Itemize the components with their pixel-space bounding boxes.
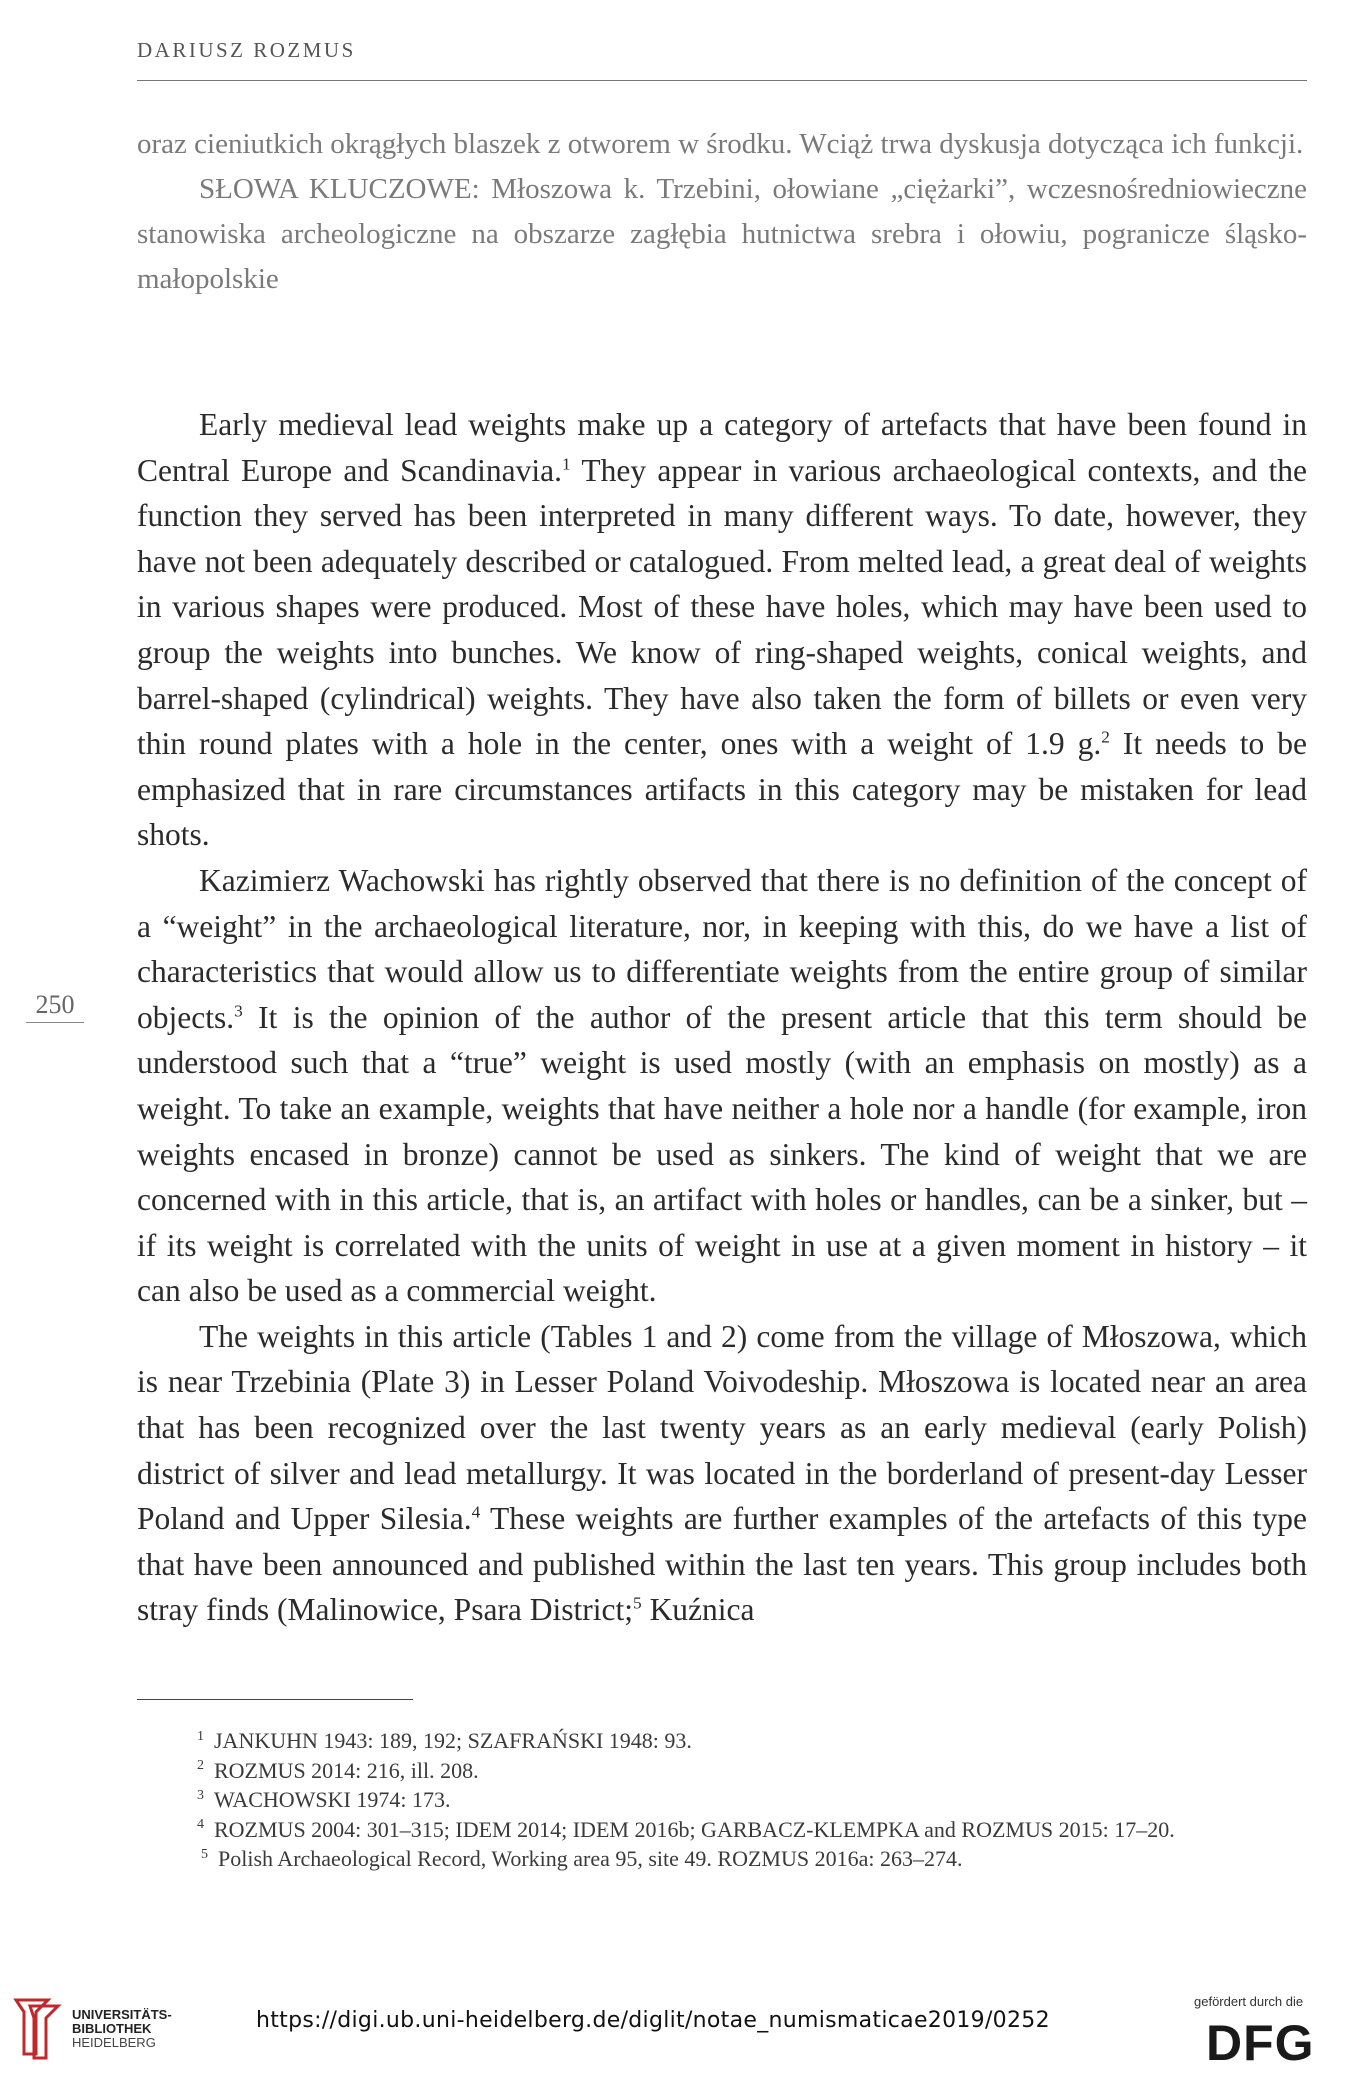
footnote-number: 1 [197, 1728, 204, 1744]
funding-label: gefördert durch die [1194, 1994, 1304, 2009]
footnote-number: 5 [201, 1846, 208, 1862]
footnote-number: 3 [197, 1787, 204, 1803]
body-paragraph-1: Early medieval lead weights make up a category of artefacts that have been found in Central Europe and Scandinavia.$^1$ They appear in various archaeological contexts, and the function they served has been interpreted in many different ways. To date, however, they have not been adequately described or catalogued. From melted lead, a great deal of weights in various shapes were produced. Most of these have holes, which may have been used to group the weights into bunches. We know of ring-shaped weights, conical weights, and barrel-shaped (cylindrical) weights. They have also taken the form of billets or even very thin round plates with a hole in the center, ones with a weight of 1.9 g.$^2$ It needs to be emphasized that in rare circumstances artifacts in this category may be mistaken for lead shots. [137, 407, 1308, 853]
footnote-ref-4[interactable]: 4 [471, 1502, 481, 1522]
footnote-5: $^5$ Polish Archaeological Record, Working area 95, site 49. ROZMUS 2016a: 263–274. [201, 1846, 963, 1871]
body-paragraph-2: Kazimierz Wachowski has rightly observed that there is no definition of the concept of a “weight” in the archaeological literature, nor, in keeping with this, do we have a list of characteristics that would allow us to differentiate weights from the entire group of similar objects.$^3$ It is the opinion of the author of the present article that this term should be understood such that a “true” weight is used mostly (with an emphasis on mostly) as a weight. To take an example, weights that have neither a hole nor a handle (for example, iron weights encased in bronze) cannot be used as sinkers. The kind of weight that we are concerned with in this article, that is, an artifact with holes or handles, can be a sinker, but – if its weight is correlated with the units of weight in use at a given moment in history – it can also be used as a commercial weight. [137, 862, 1307, 1309]
footnote-number: 4 [197, 1817, 204, 1833]
footnote-ref-3[interactable]: 3 [234, 1001, 243, 1021]
keywords-paragraph: SŁOWA KLUCZOWE: Młoszowa k. Trzebini, ołowiane „ciężarki”, wczesnośredniowieczne stanowiska archeologiczne na obszarze zagłębia hutnictwa srebra i ołowiu, pogranicze śląsko-małopolskie [137, 173, 1307, 295]
footnote-ref-5[interactable]: 5 [633, 1593, 642, 1613]
footnote-divider [137, 1699, 413, 1700]
footnote-1: $^1$ JANKUHN 1943: 189, 192; SZAFRAŃSKI 1948: 93. [197, 1728, 692, 1753]
abstract-section [137, 122, 1307, 302]
abstract-paragraph: oraz cieniutkich okrągłych blaszek z otworem w środku. Wciąż trwa dyskusja dotycząca ich funkcji. [137, 128, 1304, 160]
article-body [137, 402, 1307, 1633]
footnote-ref-2[interactable]: 2 [1101, 727, 1110, 747]
library-name: UNIVERSITÄTS- BIBLIOTHEK HEIDELBERG [72, 2007, 172, 2050]
ub-heidelberg-logo-icon[interactable] [8, 1992, 63, 2062]
footnote-2: $^2$ ROZMUS 2014: 216, ill. 208. [197, 1757, 479, 1783]
body-paragraph-3: The weights in this article (Tables 1 and 2) come from the village of Młoszowa, which is near Trzebinia (Plate 3) in Lesser Poland Voivodeship. Młoszowa is located near an area that has been recognized over the last twenty years as an early medieval (early Polish) district of silver and lead metallurgy. It was located in the borderland of present-day Lesser Poland and Upper Silesia.$^4$ These weights are further examples of the artefacts of this type that have been announced and published within the last ten years. This group includes both stray finds (Malinowice, Psara District;$^5$ Kuźnica [137, 1318, 1307, 1628]
running-header: DARIUSZ ROZMUS [137, 38, 356, 62]
header-divider [137, 80, 1307, 81]
footnotes-section [137, 1726, 1307, 1874]
footnote-4: $^4$ ROZMUS 2004: 301–315; IDEM 2014; IDEM 2016b; GARBACZ-KLEMPKA and ROZMUS 2015: 17–20. [197, 1816, 1175, 1842]
footnote-ref-1[interactable]: 1 [561, 454, 571, 474]
dfg-logo: DFG [1206, 2015, 1315, 2071]
permalink-url[interactable]: https://digi.ub.uni-heidelberg.de/diglit/notae_numismaticae2019/0252 [256, 2008, 1050, 2033]
digitization-footer [0, 1986, 1346, 2081]
footnote-3: $^3$ WACHOWSKI 1974: 173. [197, 1787, 451, 1812]
page-number: 250 [26, 990, 84, 1023]
footnote-number: 2 [197, 1758, 204, 1774]
